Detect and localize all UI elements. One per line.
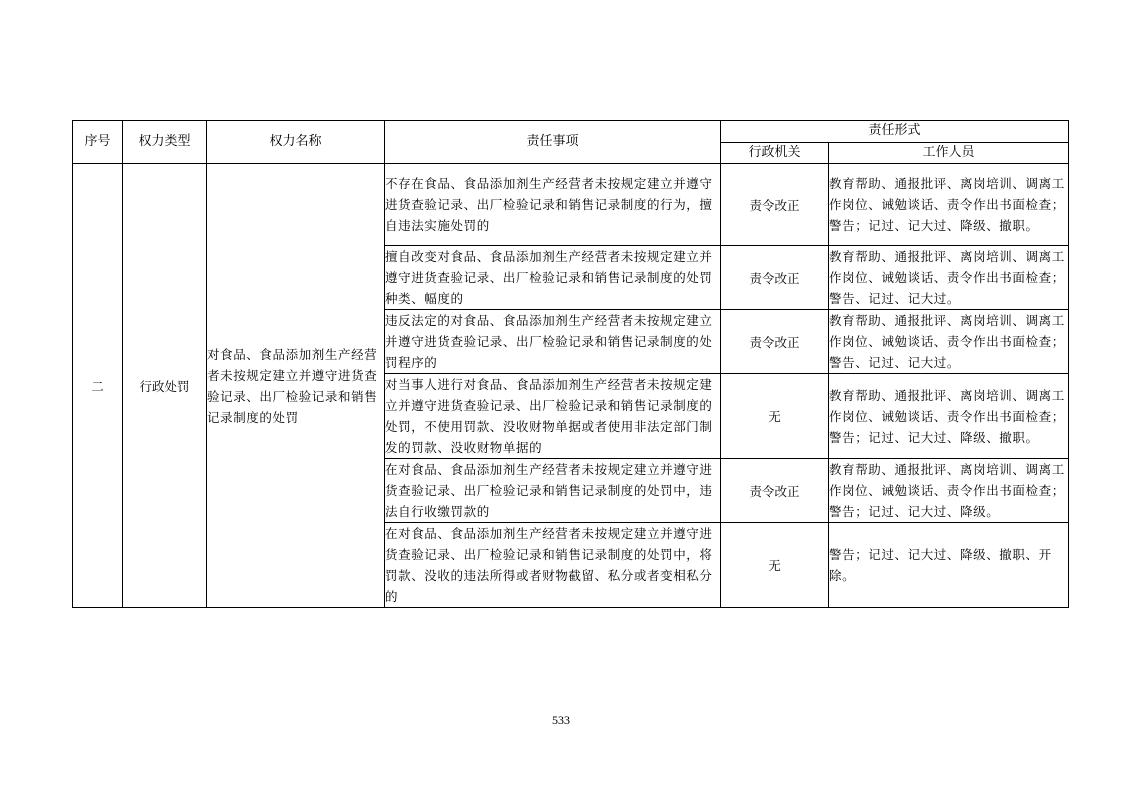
responsibility-table [72,120,1069,608]
staff-cell: 警告；记过、记大过、降级、撤职、开除。 [829,523,1069,608]
record-power-type: 行政处罚 [123,164,207,608]
organ-cell: 责令改正 [721,310,829,374]
staff-cell: 教育帮助、通报批评、离岗培训、调离工作岗位、诫勉谈话、责令作出书面检查；警告；记过、记大过、降级、撤职。 [829,164,1069,246]
organ-cell: 责令改正 [721,164,829,246]
matter-cell: 在对食品、食品添加剂生产经营者未按规定建立并遵守进货查验记录、出厂检验记录和销售记录制度的处罚中，将罚款、没收的违法所得或者财物截留、私分或者变相私分的 [385,523,721,608]
organ-cell: 无 [721,523,829,608]
staff-cell: 教育帮助、通报批评、离岗培训、调离工作岗位、诫勉谈话、责令作出书面检查；警告；记过、记大过、降级、撤职。 [829,374,1069,459]
header-power-name: 权力名称 [207,121,385,164]
table-row [73,164,1069,246]
staff-cell: 教育帮助、通报批评、离岗培训、调离工作岗位、诫勉谈话、责令作出书面检查；警告、记过、记大过。 [829,246,1069,310]
header-seq: 序号 [73,121,123,164]
staff-cell: 教育帮助、通报批评、离岗培训、调离工作岗位、诫勉谈话、责令作出书面检查；警告；记过、记大过、降级。 [829,459,1069,523]
matter-cell: 擅自改变对食品、食品添加剂生产经营者未按规定建立并遵守进货查验记录、出厂检验记录和销售记录制度的处罚种类、幅度的 [385,246,721,310]
header-power-type: 权力类型 [123,121,207,164]
header-matters: 责任事项 [385,121,721,164]
organ-cell: 无 [721,374,829,459]
staff-cell: 教育帮助、通报批评、离岗培训、调离工作岗位、诫勉谈话、责令作出书面检查；警告、记过、记大过。 [829,310,1069,374]
record-power-name: 对食品、食品添加剂生产经营者未按规定建立并遵守进货查验记录、出厂检验记录和销售记录制度的处罚 [207,164,385,608]
record-seq: 二 [73,164,123,608]
header-staff: 工作人员 [829,142,1069,164]
page-number: 533 [552,713,570,727]
matter-cell: 在对食品、食品添加剂生产经营者未按规定建立并遵守进货查验记录、出厂检验记录和销售记录制度的处罚中，违法自行收缴罚款的 [385,459,721,523]
matter-cell: 不存在食品、食品添加剂生产经营者未按规定建立并遵守进货查验记录、出厂检验记录和销售记录制度的行为，擅自违法实施处罚的 [385,164,721,246]
organ-cell: 责令改正 [721,246,829,310]
organ-cell: 责令改正 [721,459,829,523]
header-row-1 [73,121,1069,143]
matter-cell: 对当事人进行对食品、食品添加剂生产经营者未按规定建立并遵守进货查验记录、出厂检验记录和销售记录制度的处罚，不使用罚款、没收财物单据或者使用非法定部门制发的罚款、没收财物单据的 [385,374,721,459]
matter-cell: 违反法定的对食品、食品添加剂生产经营者未按规定建立并遵守进货查验记录、出厂检验记录和销售记录制度的处罚程序的 [385,310,721,374]
header-forms: 责任形式 [721,121,1069,143]
header-organ: 行政机关 [721,142,829,164]
